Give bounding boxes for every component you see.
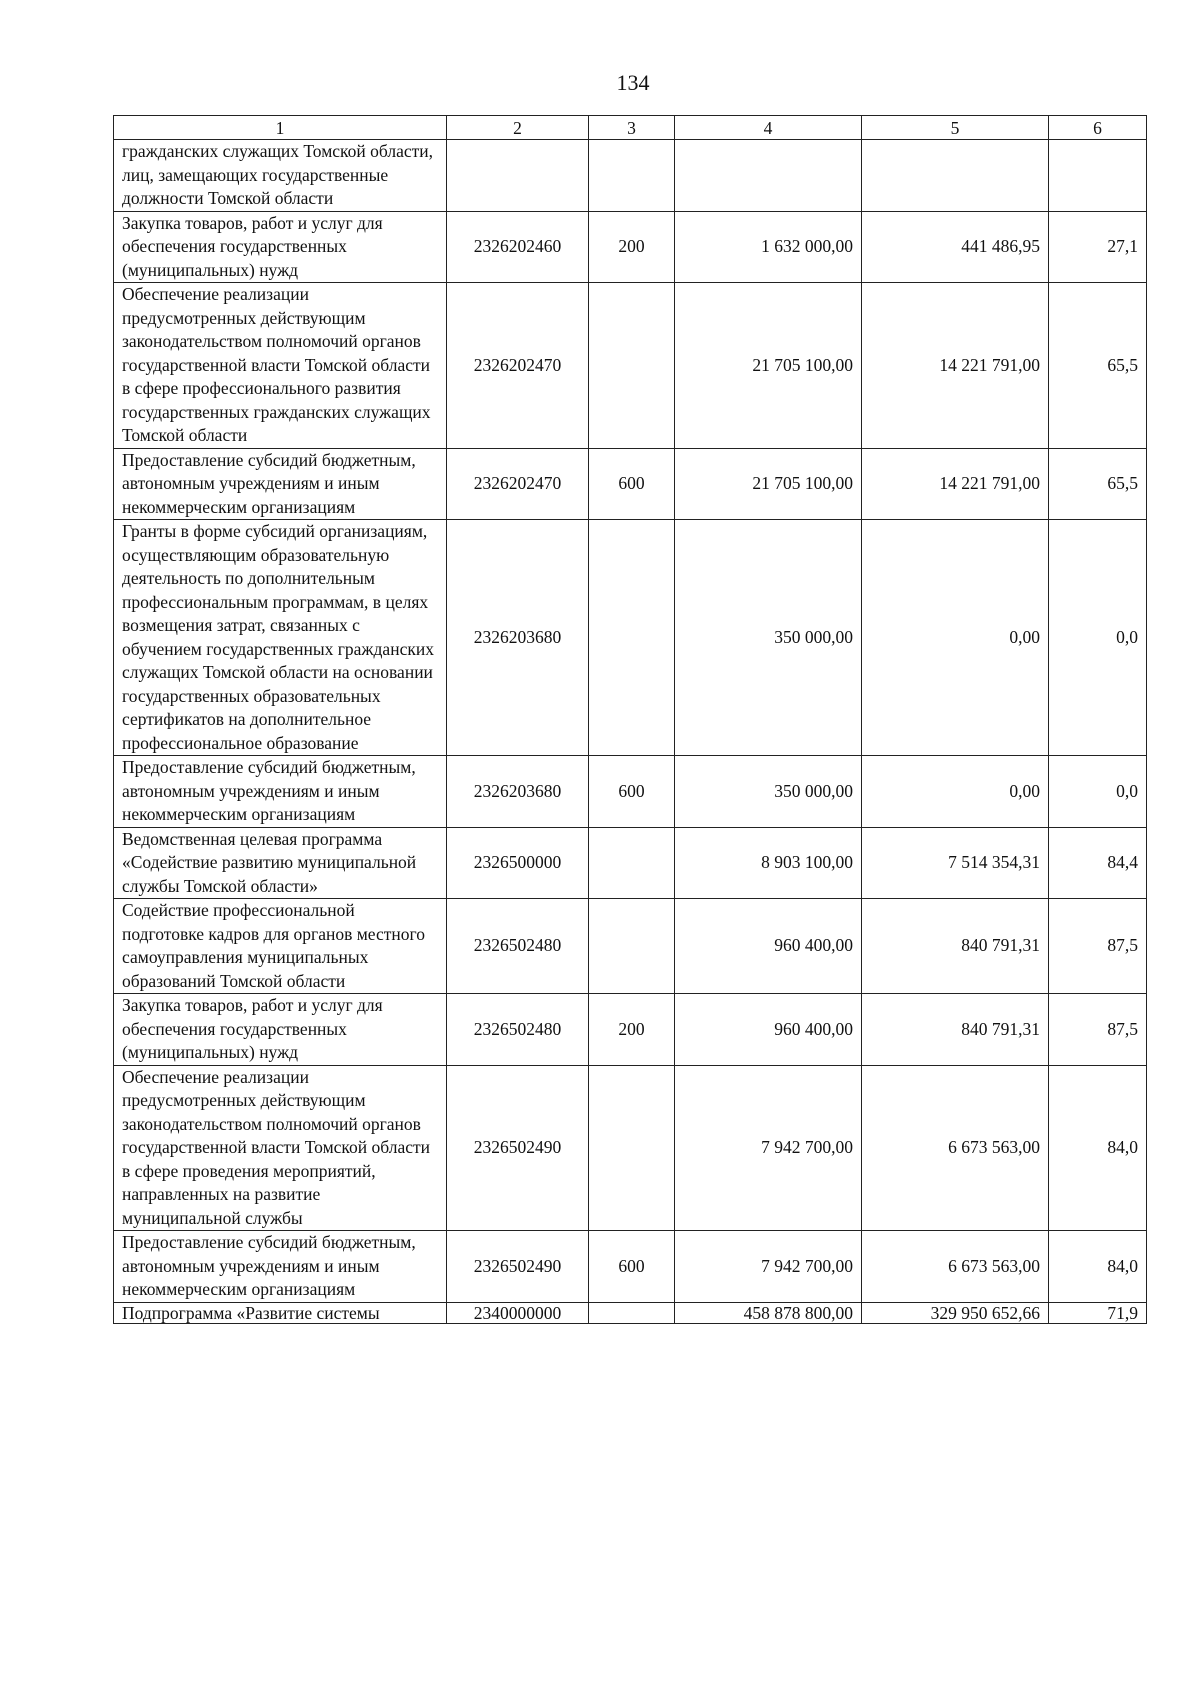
row-percent: 0,0 bbox=[1049, 756, 1147, 828]
row-fact: 840 791,31 bbox=[862, 994, 1049, 1066]
row-fact: 6 673 563,00 bbox=[862, 1231, 1049, 1303]
table-row bbox=[114, 283, 1147, 449]
row-percent: 84,4 bbox=[1049, 827, 1147, 899]
row-percent: 87,5 bbox=[1049, 899, 1147, 994]
row-fact: 6 673 563,00 bbox=[862, 1065, 1049, 1231]
row-fact: 14 221 791,00 bbox=[862, 283, 1049, 449]
row-code: 2326502490 bbox=[447, 1231, 589, 1303]
row-plan: 960 400,00 bbox=[675, 994, 862, 1066]
row-code: 2326502480 bbox=[447, 994, 589, 1066]
row-expense-type bbox=[589, 1065, 675, 1231]
table-row bbox=[114, 1231, 1147, 1303]
row-percent: 65,5 bbox=[1049, 283, 1147, 449]
row-plan: 350 000,00 bbox=[675, 520, 862, 756]
row-code: 2326500000 bbox=[447, 827, 589, 899]
row-code: 2326502480 bbox=[447, 899, 589, 994]
header-row bbox=[114, 116, 1147, 140]
row-plan: 21 705 100,00 bbox=[675, 448, 862, 520]
column-header: 2 bbox=[447, 116, 589, 140]
row-code: 2340000000 bbox=[447, 1302, 589, 1323]
row-plan: 7 942 700,00 bbox=[675, 1065, 862, 1231]
row-plan bbox=[675, 140, 862, 212]
table-row bbox=[114, 520, 1147, 756]
column-header: 1 bbox=[114, 116, 447, 140]
row-name: Гранты в форме субсидий организациям, осуществляющим образовательную деятельность по дополнительным профессиональным программам, в целях возмещения затрат, связанных с обучением государственных гражданских служащих Томской области на основании государственных образовательных сертификатов на дополнительное профессиональное образование bbox=[114, 520, 447, 756]
row-plan: 960 400,00 bbox=[675, 899, 862, 994]
row-expense-type bbox=[589, 827, 675, 899]
row-expense-type: 600 bbox=[589, 448, 675, 520]
row-name: Обеспечение реализации предусмотренных действующим законодательством полномочий органов государственной власти Томской области в сфере профессионального развития государственных гражданских служащих Томской области bbox=[114, 283, 447, 449]
row-expense-type: 600 bbox=[589, 1231, 675, 1303]
page-number: 134 bbox=[616, 70, 650, 95]
column-header: 3 bbox=[589, 116, 675, 140]
row-name: Закупка товаров, работ и услуг для обеспечения государственных (муниципальных) нужд bbox=[114, 211, 447, 283]
row-percent: 0,0 bbox=[1049, 520, 1147, 756]
row-code: 2326202470 bbox=[447, 283, 589, 449]
row-name: гражданских служащих Томской области, лиц, замещающих государственные должности Томской области bbox=[114, 140, 447, 212]
row-percent: 84,0 bbox=[1049, 1231, 1147, 1303]
row-name: Предоставление субсидий бюджетным, автономным учреждениям и иным некоммерческим организациям bbox=[114, 1231, 447, 1303]
row-percent: 71,9 bbox=[1049, 1302, 1147, 1323]
row-code: 2326203680 bbox=[447, 756, 589, 828]
row-fact bbox=[862, 140, 1049, 212]
budget-table bbox=[113, 115, 1147, 1324]
row-percent: 27,1 bbox=[1049, 211, 1147, 283]
row-percent: 84,0 bbox=[1049, 1065, 1147, 1231]
row-name: Содействие профессиональной подготовке кадров для органов местного самоуправления муниципальных образований Томской области bbox=[114, 899, 447, 994]
row-expense-type: 600 bbox=[589, 756, 675, 828]
row-fact: 0,00 bbox=[862, 756, 1049, 828]
row-name: Ведомственная целевая программа «Содействие развитию муниципальной службы Томской области» bbox=[114, 827, 447, 899]
table-row bbox=[114, 756, 1147, 828]
table-row bbox=[114, 140, 1147, 212]
row-expense-type bbox=[589, 140, 675, 212]
row-expense-type bbox=[589, 1302, 675, 1323]
row-plan: 458 878 800,00 bbox=[675, 1302, 862, 1323]
row-code: 2326502490 bbox=[447, 1065, 589, 1231]
table-row bbox=[114, 827, 1147, 899]
row-expense-type bbox=[589, 899, 675, 994]
row-name: Обеспечение реализации предусмотренных действующим законодательством полномочий органов государственной власти Томской области в сфере проведения мероприятий, направленных на развитие муниципальной службы bbox=[114, 1065, 447, 1231]
row-plan: 7 942 700,00 bbox=[675, 1231, 862, 1303]
table-row bbox=[114, 994, 1147, 1066]
row-fact: 441 486,95 bbox=[862, 211, 1049, 283]
row-code: 2326202470 bbox=[447, 448, 589, 520]
table-row bbox=[114, 448, 1147, 520]
row-fact: 329 950 652,66 bbox=[862, 1302, 1049, 1323]
row-name: Предоставление субсидий бюджетным, автономным учреждениям и иным некоммерческим организациям bbox=[114, 756, 447, 828]
table-row bbox=[114, 899, 1147, 994]
row-expense-type: 200 bbox=[589, 994, 675, 1066]
row-plan: 8 903 100,00 bbox=[675, 827, 862, 899]
row-code bbox=[447, 140, 589, 212]
row-plan: 21 705 100,00 bbox=[675, 283, 862, 449]
row-fact: 840 791,31 bbox=[862, 899, 1049, 994]
row-percent: 87,5 bbox=[1049, 994, 1147, 1066]
row-fact: 14 221 791,00 bbox=[862, 448, 1049, 520]
row-name: Подпрограмма «Развитие системы bbox=[114, 1302, 447, 1323]
row-code: 2326202460 bbox=[447, 211, 589, 283]
row-expense-type bbox=[589, 520, 675, 756]
row-plan: 1 632 000,00 bbox=[675, 211, 862, 283]
table-row bbox=[114, 1302, 1147, 1323]
column-header: 5 bbox=[862, 116, 1049, 140]
row-name: Закупка товаров, работ и услуг для обеспечения государственных (муниципальных) нужд bbox=[114, 994, 447, 1066]
row-plan: 350 000,00 bbox=[675, 756, 862, 828]
column-header: 4 bbox=[675, 116, 862, 140]
row-fact: 0,00 bbox=[862, 520, 1049, 756]
row-percent: 65,5 bbox=[1049, 448, 1147, 520]
table-row bbox=[114, 1065, 1147, 1231]
row-fact: 7 514 354,31 bbox=[862, 827, 1049, 899]
row-expense-type bbox=[589, 283, 675, 449]
row-name: Предоставление субсидий бюджетным, автономным учреждениям и иным некоммерческим организациям bbox=[114, 448, 447, 520]
row-expense-type: 200 bbox=[589, 211, 675, 283]
column-header: 6 bbox=[1049, 116, 1147, 140]
table-row bbox=[114, 211, 1147, 283]
row-percent bbox=[1049, 140, 1147, 212]
row-code: 2326203680 bbox=[447, 520, 589, 756]
